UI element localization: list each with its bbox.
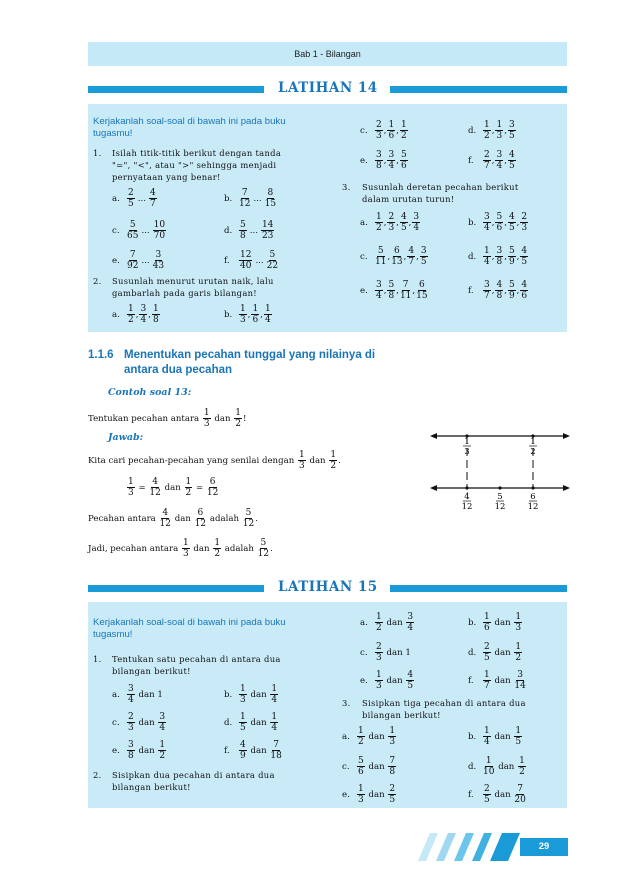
comparison-item: b. $\frac{7}{12}$ ... $\frac{8}{15}$: [224, 188, 277, 209]
fraction: $\frac{3}{4}$: [413, 212, 420, 233]
between-item: b. $\frac{1}{3}$ dan $\frac{1}{4}$: [224, 684, 278, 705]
fraction: $\frac{2}{3}$: [128, 712, 134, 733]
arrow-right: [563, 485, 570, 491]
comparison-item: f. $\frac{12}{40}$ ... $\frac{5}{22}$: [224, 250, 279, 271]
chapter-header: Bab 1 - Bilangan: [88, 42, 567, 66]
fraction: $\frac{4}{9}$: [240, 740, 246, 761]
fraction: $\frac{4}{5}$: [407, 670, 414, 691]
fraction: $\frac{3}{7}$: [484, 280, 490, 301]
fraction: $\frac{12}{40}$: [240, 250, 252, 271]
fraction: $\frac{6}{13}$: [391, 246, 403, 267]
answer-line-3: Pecahan antara $\frac{4}{12}$ dan $\frac{6}{12}$ adalah $\frac{5}{12}$ .: [88, 508, 258, 529]
latihan15-title: LATIHAN 15: [278, 579, 378, 595]
tick-label: 12: [494, 502, 506, 512]
arrow-left: [430, 433, 437, 439]
comparison-item: e. $\frac{7}{92}$ ... $\frac{3}{43}$: [112, 250, 165, 271]
fraction: $\frac{5}{9}$: [508, 246, 515, 267]
fraction: $\frac{3}{8}$: [128, 740, 134, 761]
answer-label: Jawab:: [108, 432, 144, 443]
fraction: $\frac{1}{3}$: [515, 612, 522, 633]
tick-label: 2: [530, 447, 536, 457]
between-item: e. $\frac{1}{3}$ dan $\frac{2}{5}$: [342, 784, 396, 805]
question-text: dalam urutan turun!: [362, 194, 455, 204]
fraction: $\frac{3}{4}$: [140, 304, 147, 325]
section-title-2: antara dua pecahan: [124, 364, 233, 376]
fraction: $\frac{3}{5}$: [508, 120, 515, 141]
fraction: $\frac{1}{2}$: [400, 120, 407, 141]
question-text: Isilah titik-titik berikut dengan tanda: [112, 148, 282, 158]
question-text: Tentukan satu pecahan di antara dua: [112, 654, 281, 664]
fraction: $\frac{8}{15}$: [264, 188, 277, 209]
fraction: $\frac{5}{22}$: [266, 250, 279, 271]
fraction: $\frac{1}{2}$: [484, 120, 490, 141]
between-item: d. $\frac{1}{10}$ dan $\frac{1}{2}$: [468, 756, 525, 777]
fraction: $\frac{1}{2}$: [376, 212, 382, 233]
title-bar-left-15: [88, 585, 264, 592]
fraction: $\frac{6}{12}$: [206, 477, 219, 498]
fraction: $\frac{5}{12}$: [257, 538, 270, 559]
fraction: $\frac{1}{4}$: [271, 684, 278, 705]
between-item: b. $\frac{1}{6}$ dan $\frac{1}{3}$: [468, 612, 522, 633]
answer-conclusion: Jadi, pecahan antara $\frac{1}{3}$ dan $\frac{1}{2}$ adalah $\frac{5}{12}$ .: [88, 538, 273, 559]
fraction: $\frac{1}{3}$: [376, 670, 382, 691]
sequence-item: f. $\frac{2}{7}$ , $\frac{3}{4}$ , $\frac{4}{5}$: [468, 150, 515, 171]
question-number: 1.: [93, 148, 102, 158]
tick-label: 5: [497, 492, 503, 502]
section-title-1: Menentukan pecahan tunggal yang nilainya di: [124, 349, 376, 361]
tick-label: 3: [464, 447, 470, 457]
fraction: $\frac{2}{3}$: [388, 212, 395, 233]
fraction: $\frac{3}{4}$: [388, 150, 395, 171]
fraction: $\frac{1}{2}$: [185, 477, 192, 498]
comparison-item: a. $\frac{2}{5}$ ... $\frac{4}{7}$: [112, 188, 156, 209]
latihan14-title: LATIHAN 14: [278, 80, 378, 96]
question-text: bilangan berikut!: [362, 710, 441, 720]
fraction: $\frac{1}{6}$: [484, 612, 490, 633]
fraction: $\frac{5}{6}$: [358, 756, 364, 777]
between-item: f. $\frac{1}{7}$ dan $\frac{3}{14}$: [468, 670, 526, 691]
fraction: $\frac{1}{3}$: [389, 726, 396, 747]
tick-label: 6: [530, 492, 536, 502]
fraction: $\frac{2}{5}$: [389, 784, 396, 805]
fraction: $\frac{1}{2}$: [519, 756, 525, 777]
fraction: $\frac{5}{12}$: [242, 508, 255, 529]
between-item: f. $\frac{2}{5}$ dan $\frac{7}{20}$: [468, 784, 526, 805]
question-number: 2.: [93, 276, 102, 286]
title-bar-right: [390, 86, 567, 93]
fraction: $\frac{1}{6}$: [388, 120, 395, 141]
equivalence-line: $\frac{1}{3}$ = $\frac{4}{12}$ dan $\frac{1}{2}$ = $\frac{6}{12}$: [128, 477, 219, 498]
fraction: $\frac{1}{4}$: [264, 304, 271, 325]
comparison-item: d. $\frac{5}{8}$ ... $\frac{14}{23}$: [224, 220, 274, 241]
question-text: Sisipkan tiga pecahan di antara dua: [362, 698, 526, 708]
fraction: $\frac{3}{43}$: [152, 250, 165, 271]
fraction: $\frac{1}{4}$: [484, 726, 490, 747]
tick-point: [531, 486, 534, 489]
fraction: $\frac{3}{4}$: [496, 150, 503, 171]
fraction: $\frac{1}{2}$: [376, 612, 382, 633]
fraction: $\frac{4}{8}$: [496, 280, 503, 301]
title-bar-left: [88, 86, 264, 93]
fraction: $\frac{1}{3}$: [358, 784, 364, 805]
fraction: $\frac{5}{65}$: [127, 220, 139, 241]
fraction: $\frac{10}{70}$: [153, 220, 166, 241]
fraction: $\frac{2}{3}$: [376, 120, 382, 141]
fraction: $\frac{5}{11}$: [375, 246, 387, 267]
question-text: Sisipkan dua pecahan di antara dua: [112, 770, 275, 780]
latihan14-instruction: Kerjakanlah soal-soal di bawah ini pada buku tugasmu!: [93, 116, 286, 139]
sequence-item: c. $\frac{5}{11}$ , $\frac{6}{13}$ , $\frac{4}{7}$ , $\frac{3}{5}$: [360, 246, 427, 267]
question-number: 3.: [342, 698, 351, 708]
comparison-item: c. $\frac{5}{65}$ ... $\frac{10}{70}$: [112, 220, 166, 241]
fraction: $\frac{2}{5}$: [484, 642, 490, 663]
question-text: "=", "<", atau ">" sehingga menjadi: [112, 160, 277, 170]
fraction: $\frac{3}{8}$: [376, 150, 382, 171]
question-text: bilangan berikut!: [112, 782, 191, 792]
arrow-left: [430, 485, 437, 491]
footer-stripes: [418, 833, 523, 861]
question-text: bilangan berikut!: [112, 666, 191, 676]
fraction: $\frac{7}{12}$: [239, 188, 251, 209]
fraction: $\frac{3}{4}$: [159, 712, 166, 733]
sequence-item: a. $\frac{1}{2}$ , $\frac{3}{4}$ , $\frac{1}{8}$: [112, 304, 159, 325]
fraction: $\frac{4}{5}$: [508, 150, 515, 171]
fraction: $\frac{3}{4}$: [407, 612, 414, 633]
question-number: 2.: [93, 770, 102, 780]
between-item: e. $\frac{3}{8}$ dan $\frac{1}{2}$: [112, 740, 166, 761]
tick-label: 12: [461, 502, 473, 512]
between-item: d. $\frac{1}{5}$ dan $\frac{1}{4}$: [224, 712, 278, 733]
between-item: c. $\frac{2}{3}$ dan 1: [360, 642, 411, 663]
fraction: $\frac{5}{6}$: [496, 212, 503, 233]
tick-label: 1: [464, 437, 470, 447]
between-item: e. $\frac{1}{3}$ dan $\frac{4}{5}$: [360, 670, 414, 691]
question-number: 1.: [93, 654, 102, 664]
tick-label: 12: [527, 502, 539, 512]
fraction: $\frac{7}{18}$: [270, 740, 282, 761]
fraction: $\frac{1}{6}$: [252, 304, 259, 325]
fraction: $\frac{1}{5}$: [240, 712, 246, 733]
fraction: $\frac{1}{3}$: [240, 684, 246, 705]
fraction: $\frac{1}{3}$: [128, 477, 134, 498]
example-label: Contoh soal 13:: [108, 387, 192, 398]
fraction: $\frac{4}{5}$: [508, 212, 515, 233]
section-number: 1.1.6: [88, 349, 114, 361]
fraction: $\frac{6}{12}$: [194, 508, 207, 529]
fraction: $\frac{1}{3}$: [298, 450, 305, 471]
fraction: $\frac{1}{3}$: [182, 538, 189, 559]
between-item: d. $\frac{2}{5}$ dan $\frac{1}{2}$: [468, 642, 522, 663]
between-item: a. $\frac{1}{2}$ dan $\frac{1}{3}$: [342, 726, 396, 747]
fraction: $\frac{1}{2}$: [515, 642, 522, 663]
fraction: $\frac{2}{3}$: [521, 212, 528, 233]
question-text: pernyataan yang benar!: [112, 172, 221, 182]
between-item: c. $\frac{5}{6}$ dan $\frac{7}{8}$: [342, 756, 396, 777]
answer-line-1: Kita cari pecahan-pecahan yang senilai dengan $\frac{1}{3}$ dan $\frac{1}{2}$ .: [88, 450, 341, 471]
tick-label: 4: [464, 492, 470, 502]
fraction: $\frac{3}{4}$: [128, 684, 134, 705]
number-line-diagram: [430, 428, 570, 513]
question-text: gambarlah pada garis bilangan!: [112, 288, 257, 298]
fraction: $\frac{2}{5}$: [484, 784, 490, 805]
fraction: $\frac{4}{5}$: [400, 212, 407, 233]
between-item: b. $\frac{1}{4}$ dan $\frac{1}{5}$: [468, 726, 522, 747]
fraction: $\frac{7}{8}$: [389, 756, 396, 777]
fraction: $\frac{2}{7}$: [484, 150, 490, 171]
question-number: 3.: [342, 182, 351, 192]
fraction: $\frac{1}{5}$: [515, 726, 522, 747]
sequence-item: b. $\frac{3}{4}$ , $\frac{5}{6}$ , $\frac{4}{5}$ , $\frac{2}{3}$: [468, 212, 528, 233]
tick-label: 1: [530, 437, 536, 447]
fraction: $\frac{4}{7}$: [149, 188, 156, 209]
fraction: $\frac{3}{14}$: [514, 670, 526, 691]
fraction: $\frac{1}{7}$: [484, 670, 490, 691]
between-item: a. $\frac{1}{2}$ dan $\frac{3}{4}$: [360, 612, 414, 633]
latihan15-instruction: Kerjakanlah soal-soal di bawah ini pada buku tugasmu!: [93, 617, 286, 640]
fraction: $\frac{1}{4}$: [484, 246, 490, 267]
example-question: Tentukan pecahan antara $\frac{1}{3}$ dan $\frac{1}{2}$ !: [88, 408, 247, 429]
sequence-item: f. $\frac{3}{7}$ , $\frac{4}{8}$ , $\frac{5}{9}$ , $\frac{4}{6}$: [468, 280, 528, 301]
tick-point: [498, 486, 501, 489]
fraction: $\frac{7}{20}$: [514, 784, 526, 805]
fraction: $\frac{5}{6}$: [400, 150, 407, 171]
fraction: $\frac{3}{5}$: [420, 246, 427, 267]
sequence-item: b. $\frac{1}{3}$ , $\frac{1}{6}$ , $\frac{1}{4}$: [224, 304, 271, 325]
fraction: $\frac{5}{8}$: [388, 280, 395, 301]
page-number: 29: [520, 838, 568, 856]
sequence-item: d. $\frac{1}{4}$ , $\frac{3}{8}$ , $\frac{5}{9}$ , $\frac{4}{5}$: [468, 246, 528, 267]
fraction: $\frac{5}{9}$: [508, 280, 515, 301]
fraction: $\frac{3}{4}$: [376, 280, 382, 301]
fraction: $\frac{2}{5}$: [128, 188, 134, 209]
fraction: $\frac{4}{7}$: [408, 246, 415, 267]
fraction: $\frac{4}{5}$: [521, 246, 528, 267]
fraction: $\frac{5}{8}$: [240, 220, 246, 241]
sequence-item: e. $\frac{3}{8}$ , $\frac{3}{4}$ , $\frac{5}{6}$: [360, 150, 407, 171]
arrow-right: [563, 433, 570, 439]
fraction: $\frac{1}{4}$: [271, 712, 278, 733]
fraction: $\frac{1}{8}$: [152, 304, 159, 325]
tick-point: [465, 486, 468, 489]
fraction: $\frac{1}{2}$: [159, 740, 166, 761]
fraction: $\frac{3}{8}$: [496, 246, 503, 267]
between-item: c. $\frac{2}{3}$ dan $\frac{3}{4}$: [112, 712, 166, 733]
fraction: $\frac{4}{12}$: [159, 508, 171, 529]
fraction: $\frac{1}{2}$: [358, 726, 364, 747]
fraction: $\frac{7}{92}$: [127, 250, 139, 271]
sequence-item: e. $\frac{3}{4}$ , $\frac{5}{8}$ , $\frac{7}{11}$ , $\frac{6}{15}$: [360, 280, 428, 301]
sequence-item: d. $\frac{1}{2}$ , $\frac{1}{3}$ , $\frac{3}{5}$: [468, 120, 515, 141]
fraction: $\frac{3}{4}$: [484, 212, 490, 233]
fraction: $\frac{1}{2}$: [235, 408, 242, 429]
fraction: $\frac{1}{2}$: [330, 450, 337, 471]
sequence-item: a. $\frac{1}{2}$ , $\frac{2}{3}$ , $\frac{4}{5}$ , $\frac{3}{4}$: [360, 212, 420, 233]
between-item: a. $\frac{3}{4}$ dan 1: [112, 684, 163, 705]
fraction: $\frac{4}{6}$: [521, 280, 528, 301]
fraction: $\frac{1}{3}$: [240, 304, 246, 325]
fraction: $\frac{1}{10}$: [483, 756, 495, 777]
fraction: $\frac{1}{3}$: [203, 408, 210, 429]
fraction: $\frac{2}{3}$: [376, 642, 382, 663]
fraction: $\frac{4}{12}$: [149, 477, 161, 498]
question-text: Susunlah deretan pecahan berikut: [362, 182, 519, 192]
fraction: $\frac{7}{11}$: [399, 280, 412, 301]
fraction: $\frac{1}{2}$: [128, 304, 134, 325]
fraction: $\frac{1}{2}$: [214, 538, 221, 559]
sequence-item: c. $\frac{2}{3}$ , $\frac{1}{6}$ , $\frac{1}{2}$: [360, 120, 407, 141]
between-item: f. $\frac{4}{9}$ dan $\frac{7}{18}$: [224, 740, 282, 761]
fraction: $\frac{6}{15}$: [416, 280, 428, 301]
fraction: $\frac{14}{23}$: [261, 220, 274, 241]
title-bar-right-15: [390, 585, 567, 592]
fraction: $\frac{1}{3}$: [496, 120, 503, 141]
question-text: Susunlah menurut urutan naik, lalu: [112, 276, 274, 286]
